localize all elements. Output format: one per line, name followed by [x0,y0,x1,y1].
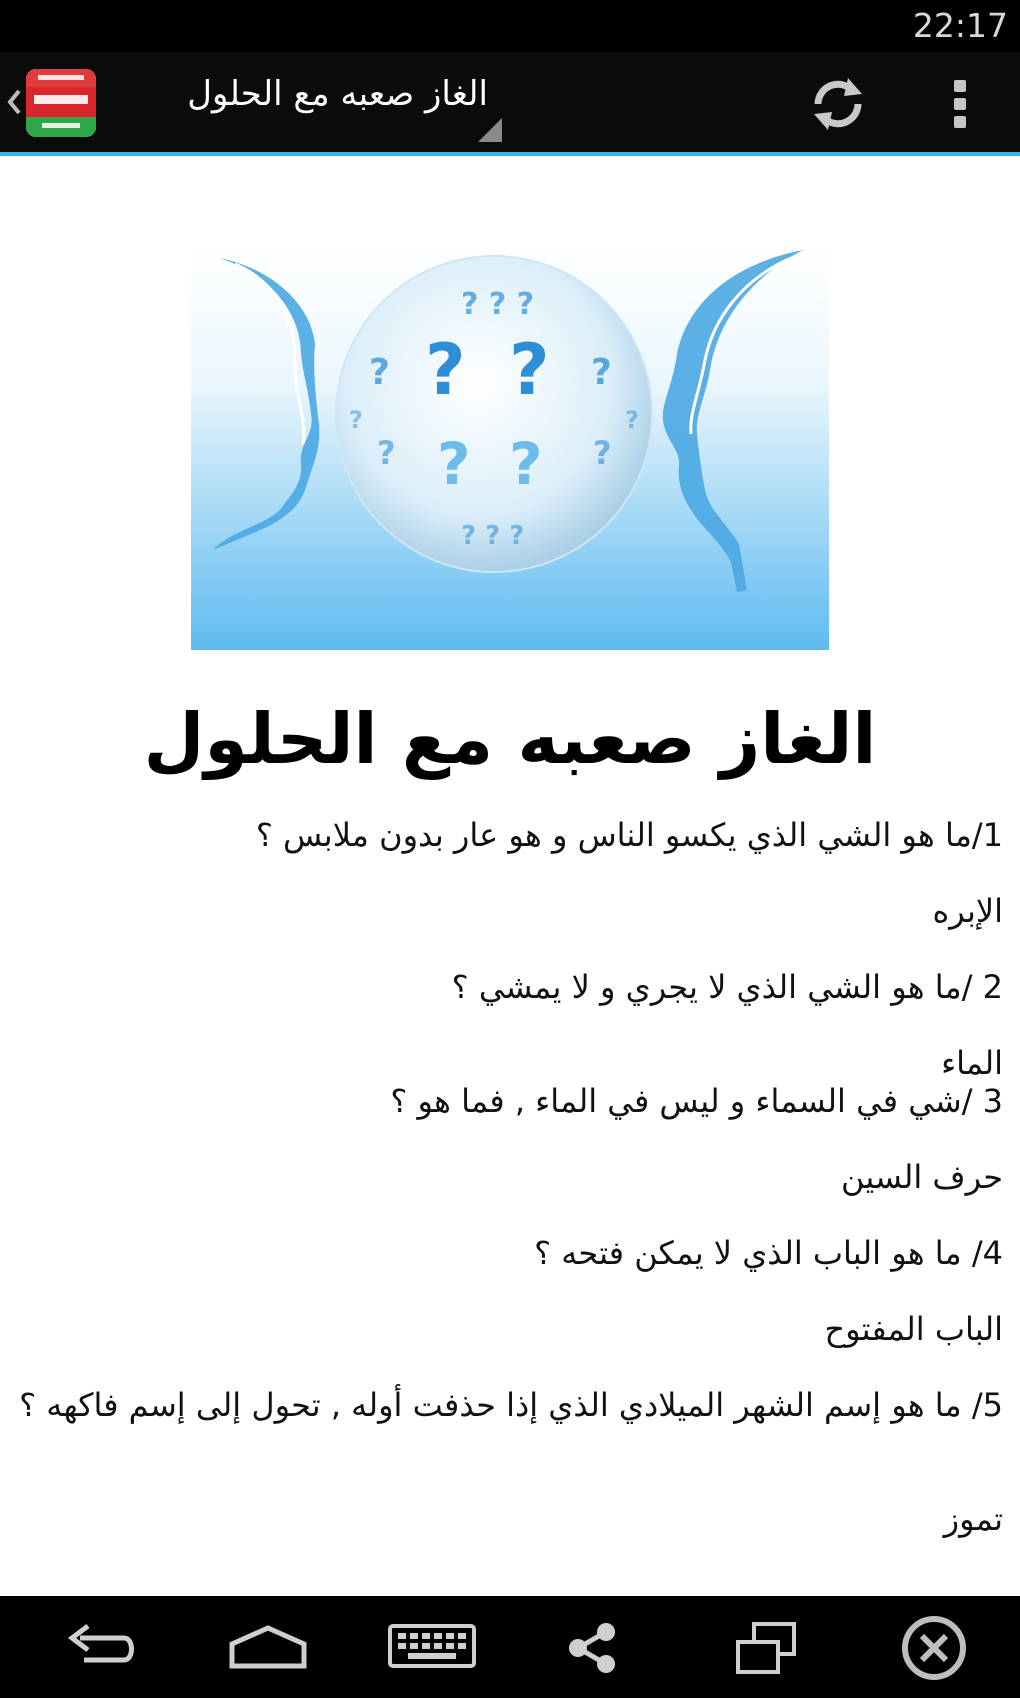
question-1: 1/ما هو الشي الذي يكسو الناس و هو عار بدون ملابس ؟ [255,816,1003,854]
action-bar [0,52,1020,152]
page-heading: الغاز صعبه مع الحلول [143,698,877,780]
home-icon[interactable] [228,1620,308,1676]
svg-text:?: ? [509,329,550,411]
content-area[interactable] [0,156,1020,1596]
answer-1: الإبره [932,892,1003,930]
action-bar-title[interactable]: الغاز صعبه مع الحلول [187,74,488,114]
question-5: 5/ ما هو إسم الشهر الميلادي الذي إذا حذفت أوله , تحول إلى إسم فاكهه ؟ [19,1386,1003,1424]
hero-image [191,244,829,650]
svg-text:?: ? [369,352,390,393]
navigation-bar [0,1596,1020,1698]
question-2: 2 /ما هو الشي الذي لا يجري و لا يمشي ؟ [451,968,1003,1006]
svg-text:?: ? [377,434,396,472]
svg-text:? ? ?: ? ? ? [461,287,535,322]
share-icon[interactable] [564,1620,620,1676]
recent-apps-icon[interactable] [734,1620,798,1676]
back-icon[interactable] [60,1620,136,1676]
keyboard-icon[interactable] [386,1620,478,1676]
answer-3: حرف السين [841,1158,1003,1196]
svg-text:?: ? [591,352,612,393]
refresh-icon[interactable] [808,74,868,134]
answer-2: الماء [941,1044,1003,1082]
answer-5: تموز [943,1500,1003,1538]
svg-text:?: ? [437,430,471,498]
svg-text:?: ? [625,406,639,434]
spinner-triangle-icon [478,118,502,142]
svg-text:?: ? [425,329,466,411]
svg-text:? ? ?: ? ? ? [461,521,525,551]
question-4: 4/ ما هو الباب الذي لا يمكن فتحه ؟ [534,1234,1003,1272]
svg-text:?: ? [593,434,612,472]
status-time: 22:17 [912,6,1008,45]
answer-4: الباب المفتوح [824,1310,1003,1348]
app-logo[interactable] [26,69,96,137]
close-icon[interactable] [900,1614,968,1682]
svg-text:?: ? [509,430,543,498]
svg-text:?: ? [349,406,363,434]
status-bar [0,0,1020,52]
chevron-left-icon[interactable] [6,87,22,117]
question-3: 3 /شي في السماء و ليس في الماء , فما هو ؟ [390,1082,1003,1120]
overflow-menu-icon[interactable] [940,74,980,134]
